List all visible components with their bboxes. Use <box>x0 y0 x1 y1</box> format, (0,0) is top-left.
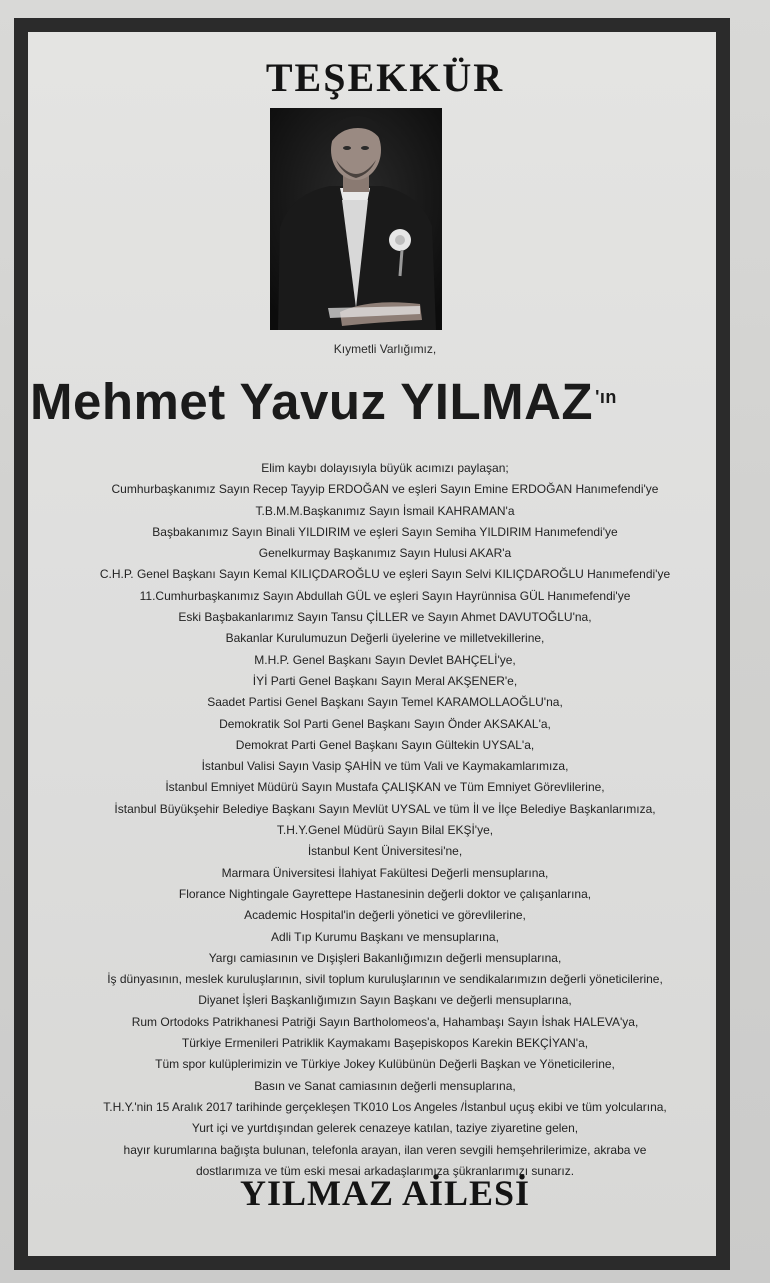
deceased-name-text: Mehmet Yavuz YILMAZ <box>30 373 594 430</box>
thanks-line: Florance Nightingale Gayrettepe Hastanesinin değerli doktor ve çalışanlarına, <box>178 886 592 901</box>
ad-title: TEŞEKKÜR <box>265 55 505 100</box>
thanks-line: Diyanet İşleri Başkanlığımızın Sayın Başkanı ve değerli mensuplarına, <box>198 993 572 1008</box>
thanks-line: Genelkurmay Başkanımız Sayın Hulusi AKAR'a <box>258 546 512 561</box>
thanks-line: İstanbul Kent Üniversitesi'ne, <box>307 844 463 859</box>
thanks-line: Adli Tıp Kurumu Başkanı ve mensuplarına, <box>271 929 499 944</box>
thanks-line: İYİ Parti Genel Başkanı Sayın Meral AKŞENER'e, <box>252 673 518 688</box>
thanks-line: Basın ve Sanat camiasının değerli mensuplarına, <box>254 1078 516 1093</box>
thanks-line: Demokratik Sol Parti Genel Başkanı Sayın Önder AKSAKAL'a, <box>219 716 551 731</box>
thanks-line: İstanbul Emniyet Müdürü Sayın Mustafa ÇALIŞKAN ve Tüm Emniyet Görevlilerine, <box>165 780 605 795</box>
thanks-list <box>0 458 770 1182</box>
thanks-line: C.H.P. Genel Başkanı Sayın Kemal KILIÇDAROĞLU ve eşleri Sayın Selvi KILIÇDAROĞLU Hanımefendi'ye <box>99 567 671 582</box>
thanks-line: Academic Hospital'in değerli yönetici ve görevlilerine, <box>244 908 526 923</box>
thanks-line: Bakanlar Kurulumuzun Değerli üyelerine ve milletvekillerine, <box>225 631 545 646</box>
thanks-line: Saadet Partisi Genel Başkanı Sayın Temel KARAMOLLAOĞLU'na, <box>207 695 563 710</box>
family-signature: YILMAZ AİLESİ <box>239 1173 531 1213</box>
portrait-photo <box>270 108 442 330</box>
thanks-line: Yargı camiasının ve Dışişleri Bakanlığımızın değerli mensuplarına, <box>208 950 562 965</box>
thanks-line: Elim kaybı dolayısıyla büyük acımızı paylaşan; <box>261 461 509 475</box>
thanks-line: Tüm spor kulüplerimizin ve Türkiye Jokey Kulübünün Değerli Başkan ve Yöneticilerine, <box>155 1057 615 1072</box>
thanks-line: İş dünyasının, meslek kuruluşlarının, sivil toplum kuruluşlarının ve sendikalarımızın değerli yöneticilerine, <box>107 972 663 987</box>
name-suffix: 'ın <box>595 387 617 407</box>
thanks-line: T.H.Y.'nin 15 Aralık 2017 tarihinde gerçekleşen TK010 Los Angeles /İstanbul uçuş ekibi ve tüm yolcularına, <box>103 1099 667 1114</box>
thanks-line: T.B.M.M.Başkanımız Sayın İsmail KAHRAMAN'a <box>255 503 515 518</box>
thanks-line: Rum Ortodoks Patrikhanesi Patriği Sayın Bartholomeos'a, Hahambaşı Sayın İshak HALEVA'ya, <box>131 1014 639 1029</box>
thanks-line: hayır kurumlarına bağışta bulunan, telefonla arayan, ilan veren sevgili hemşehrilerimize, akraba ve <box>123 1142 647 1157</box>
thanks-line: Demokrat Parti Genel Başkanı Sayın Gültekin UYSAL'a, <box>235 737 535 752</box>
thanks-line: dostlarımıza ve tüm eski mesai arkadaşlarımıza şükranlarımızı sunarız. <box>195 1163 575 1178</box>
thanks-line: Yurt içi ve yurtdışından gelerek cenazeye katılan, taziye ziyaretine gelen, <box>191 1121 579 1136</box>
thanks-line: M.H.P. Genel Başkanı Sayın Devlet BAHÇELİ'ye, <box>254 652 516 667</box>
thanks-line: Eski Başbakanlarımız Sayın Tansu ÇİLLER ve Sayın Ahmet DAVUTOĞLU'na, <box>178 610 592 625</box>
thanks-line: Marmara Üniversitesi İlahiyat Fakültesi Değerli mensuplarına, <box>221 865 549 880</box>
thanks-line: İstanbul Büyükşehir Belediye Başkanı Sayın Mevlüt UYSAL ve tüm İl ve İlçe Belediye Başkanlarımıza, <box>114 801 656 816</box>
thanks-line: Başbakanımız Sayın Binali YILDIRIM ve eşleri Sayın Semiha YILDIRIM Hanımefendi'ye <box>152 524 618 539</box>
thanks-line: İstanbul Valisi Sayın Vasip ŞAHİN ve tüm Vali ve Kaymakamlarımıza, <box>201 759 569 774</box>
thanks-line: Türkiye Ermenileri Patriklik Kaymakamı Başepiskopos Karekin BEKÇİYAN'a, <box>181 1036 589 1051</box>
intro-text: Kıymetli Varlığımız, <box>333 342 437 356</box>
thanks-line: 11.Cumhurbaşkanımız Sayın Abdullah GÜL ve eşleri Sayın Hayrünnisa GÜL Hanımefendi'ye <box>139 588 631 603</box>
deceased-name <box>30 372 617 431</box>
thanks-line: T.H.Y.Genel Müdürü Sayın Bilal EKŞİ'ye, <box>276 823 494 838</box>
thanks-line: Cumhurbaşkanımız Sayın Recep Tayyip ERDOĞAN ve eşleri Sayın Emine ERDOĞAN Hanımefendi'ye <box>111 482 659 497</box>
